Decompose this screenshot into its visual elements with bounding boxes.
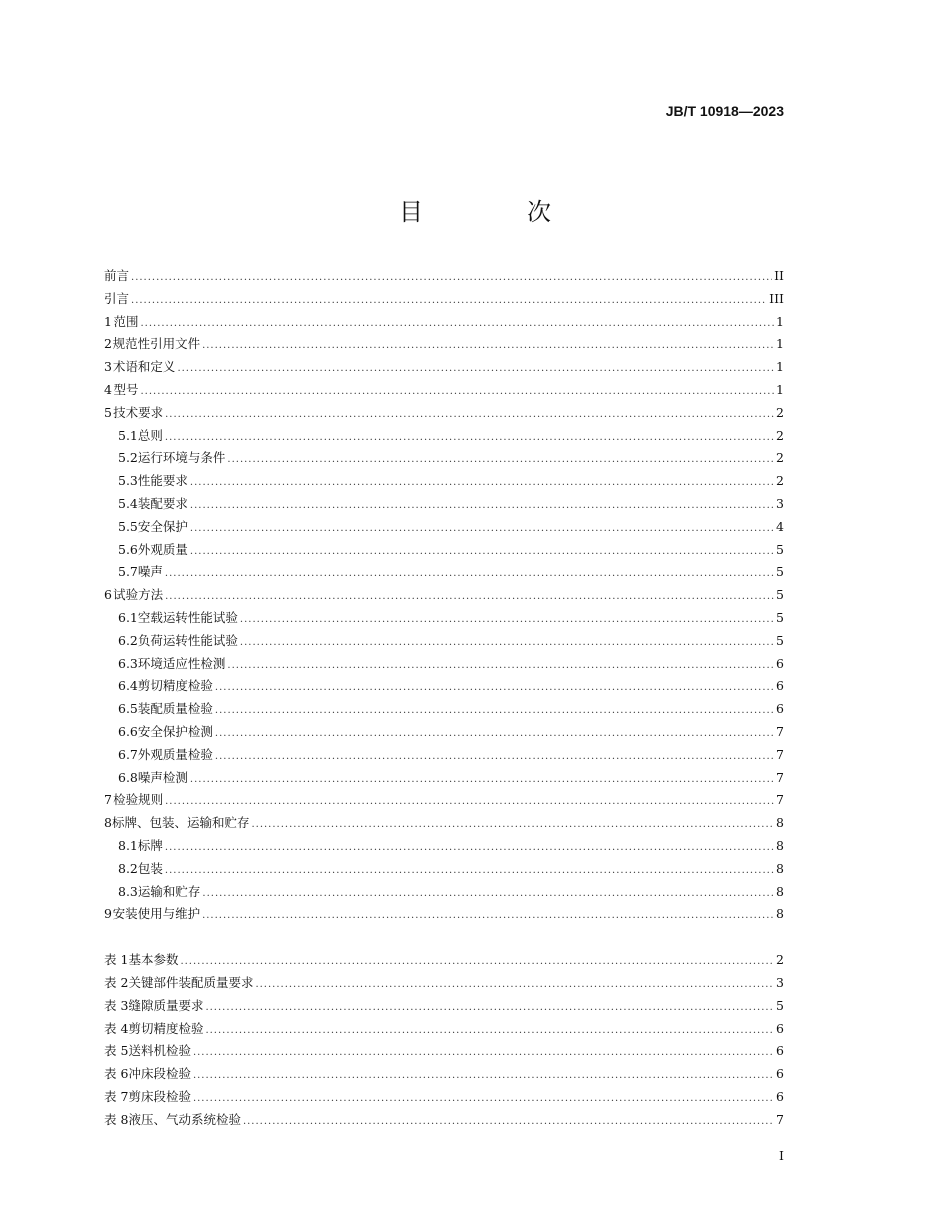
- toc-entry[interactable]: [104, 903, 784, 926]
- entry-page: 4: [776, 518, 784, 534]
- entry-page: 6: [776, 1020, 784, 1036]
- toc-entry[interactable]: [104, 402, 784, 425]
- entry-label: 规范性引用文件: [112, 336, 201, 352]
- entry-label: 运输和贮存: [137, 883, 201, 899]
- toc-entry[interactable]: [104, 881, 784, 904]
- entry-label: 范围: [113, 313, 139, 329]
- entry-page: 6: [776, 655, 784, 671]
- toc-gap: [104, 926, 784, 949]
- table-list-item[interactable]: [104, 1109, 784, 1132]
- entry-label: 标牌、包装、运输和贮存: [111, 815, 250, 831]
- entry-page: 8: [776, 906, 784, 922]
- entry-label: 安装使用与维护: [112, 906, 201, 922]
- dot-leader: [193, 1088, 774, 1111]
- entry-number: 6.7: [118, 746, 138, 762]
- entry-number: 1: [104, 313, 112, 329]
- entry-number: 表 2: [104, 974, 129, 990]
- entry-number: 6: [104, 587, 112, 603]
- toc-entry[interactable]: [104, 379, 784, 402]
- entry-label: 前言: [104, 268, 130, 283]
- dot-leader: [215, 700, 774, 723]
- dot-leader: [177, 358, 774, 381]
- entry-number: 5.4: [118, 495, 138, 511]
- entry-label: 试验方法: [113, 587, 164, 603]
- entry-page: 8: [776, 815, 784, 831]
- entry-number: 6.1: [118, 609, 138, 625]
- entry-label: 外观质量检验: [137, 746, 213, 762]
- dot-leader: [190, 472, 774, 495]
- dot-leader: [140, 381, 774, 404]
- toc-entry[interactable]: [104, 265, 784, 288]
- entry-label: 剪切精度检验: [128, 1020, 204, 1036]
- entry-number: 表 5: [104, 1043, 129, 1059]
- dot-leader: [180, 951, 774, 974]
- toc-entry[interactable]: [104, 539, 784, 562]
- entry-label: 缝隙质量要求: [128, 997, 204, 1013]
- entry-number: 6.4: [118, 678, 138, 694]
- entry-number: 表 3: [104, 997, 129, 1013]
- entry-number: 8.3: [118, 883, 138, 899]
- dot-leader: [165, 586, 774, 609]
- entry-page: 8: [776, 883, 784, 899]
- dot-leader: [193, 1042, 774, 1065]
- entry-page: II: [774, 268, 784, 283]
- dot-leader: [255, 974, 774, 997]
- toc-entry[interactable]: [104, 584, 784, 607]
- entry-label: 安全保护: [137, 518, 188, 534]
- dot-leader: [227, 449, 774, 472]
- entry-number: 表 7: [104, 1088, 129, 1104]
- entry-label: 术语和定义: [112, 359, 176, 375]
- toc-entry[interactable]: [104, 698, 784, 721]
- entry-page: 5: [776, 541, 784, 557]
- toc-entry[interactable]: [104, 607, 784, 630]
- dot-leader: [131, 290, 767, 313]
- entry-number: 5.1: [118, 427, 138, 443]
- entry-page: 7: [776, 792, 784, 808]
- entry-label: 负荷运转性能试验: [137, 632, 238, 648]
- entry-number: 5.5: [118, 518, 138, 534]
- toc-entry[interactable]: [104, 333, 784, 356]
- toc-entry[interactable]: [104, 812, 784, 835]
- entry-number: 5.3: [118, 473, 138, 489]
- entry-number: 8.2: [118, 860, 138, 876]
- entry-page: 5: [776, 632, 784, 648]
- entry-label: 装配要求: [137, 495, 188, 511]
- dot-leader: [190, 518, 774, 541]
- dot-leader: [227, 655, 774, 678]
- entry-number: 9: [104, 906, 112, 922]
- entry-number: 6.8: [118, 769, 138, 785]
- entry-page: 7: [776, 746, 784, 762]
- dot-leader: [202, 905, 774, 928]
- entry-number: 8.1: [118, 837, 138, 853]
- toc-entry[interactable]: [104, 835, 784, 858]
- dot-leader: [251, 814, 774, 837]
- entry-number: 表 4: [104, 1020, 129, 1036]
- entry-number: 6.5: [118, 701, 138, 717]
- entry-page: 1: [776, 336, 784, 352]
- entry-page: 7: [776, 723, 784, 739]
- dot-leader: [190, 495, 774, 518]
- entry-label: 基本参数: [128, 952, 179, 968]
- entry-label: 装配质量检验: [137, 701, 213, 717]
- toc-entry[interactable]: [104, 858, 784, 881]
- dot-leader: [205, 1020, 774, 1043]
- entry-number: 表 8: [104, 1111, 129, 1127]
- toc-entries: [104, 265, 784, 926]
- toc-entry[interactable]: [104, 447, 784, 470]
- entry-label: 剪床段检验: [128, 1088, 191, 1104]
- toc-entry[interactable]: [104, 356, 784, 379]
- entry-label: 环境适应性检测: [137, 655, 226, 671]
- table-list-item[interactable]: [104, 972, 784, 995]
- entry-label: 型号: [113, 381, 139, 397]
- entry-page: 6: [776, 678, 784, 694]
- entry-page: 5: [776, 609, 784, 625]
- toc-entry[interactable]: [104, 721, 784, 744]
- dot-leader: [131, 267, 772, 290]
- dot-leader: [165, 791, 774, 814]
- entry-number: 表 6: [104, 1066, 129, 1082]
- entry-number: 8: [104, 815, 112, 831]
- table-list-item[interactable]: [104, 1018, 784, 1041]
- entry-number: 4: [104, 381, 112, 397]
- entry-label: 空载运转性能试验: [137, 609, 238, 625]
- entry-page: 1: [776, 359, 784, 375]
- dot-leader: [202, 335, 774, 358]
- entry-page: 7: [776, 1111, 784, 1127]
- entry-number: 6.2: [118, 632, 138, 648]
- entry-label: 送料机检验: [128, 1043, 191, 1059]
- dot-leader: [205, 997, 774, 1020]
- entry-label: 包装: [137, 860, 163, 876]
- entry-label: 检验规则: [113, 792, 164, 808]
- entry-number: 6.3: [118, 655, 138, 671]
- entry-page: 2: [776, 404, 784, 420]
- entry-label: 关键部件装配质量要求: [128, 974, 254, 990]
- entry-label: 液压、气动系统检验: [128, 1111, 241, 1127]
- toc-entry[interactable]: [104, 561, 784, 584]
- entry-label: 总则: [137, 427, 163, 443]
- entry-page: 3: [776, 974, 784, 990]
- dot-leader: [215, 677, 774, 700]
- dot-leader: [165, 427, 774, 450]
- table-of-contents: [104, 265, 784, 1131]
- entry-page: 5: [776, 564, 784, 580]
- entry-label: 冲床段检验: [128, 1066, 191, 1082]
- dot-leader: [165, 837, 774, 860]
- entry-number: 5.7: [118, 564, 138, 580]
- dot-leader: [243, 1111, 774, 1134]
- entry-page: 1: [776, 381, 784, 397]
- table-list-item[interactable]: [104, 1063, 784, 1086]
- dot-leader: [190, 541, 774, 564]
- dot-leader: [215, 746, 774, 769]
- table-list-item[interactable]: [104, 995, 784, 1018]
- entry-label: 噪声检测: [137, 769, 188, 785]
- toc-entry[interactable]: [104, 767, 784, 790]
- entry-page: 2: [776, 473, 784, 489]
- entry-number: 2: [104, 336, 112, 352]
- toc-entry[interactable]: [104, 425, 784, 448]
- entry-label: 性能要求: [137, 473, 188, 489]
- toc-entry[interactable]: [104, 653, 784, 676]
- dot-leader: [190, 769, 774, 792]
- entry-page: 6: [776, 1088, 784, 1104]
- entry-label: 运行环境与条件: [137, 450, 226, 466]
- dot-leader: [193, 1065, 774, 1088]
- entry-page: 8: [776, 860, 784, 876]
- entry-label: 技术要求: [113, 404, 164, 420]
- toc-entry[interactable]: [104, 493, 784, 516]
- entry-page: 6: [776, 1066, 784, 1082]
- entry-page: 2: [776, 427, 784, 443]
- entry-label: 安全保护检测: [137, 723, 213, 739]
- entry-label: 外观质量: [137, 541, 188, 557]
- table-list: [104, 949, 784, 1131]
- entry-page: 2: [776, 952, 784, 968]
- toc-entry[interactable]: [104, 744, 784, 767]
- dot-leader: [165, 404, 774, 427]
- page-number: I: [779, 1148, 784, 1163]
- toc-entry[interactable]: [104, 516, 784, 539]
- entry-page: 6: [776, 701, 784, 717]
- dot-leader: [240, 609, 774, 632]
- toc-entry[interactable]: [104, 630, 784, 653]
- entry-number: 7: [104, 792, 112, 808]
- standard-code: JB/T 10918—2023: [665, 103, 784, 119]
- entry-label: 引言: [104, 290, 130, 306]
- entry-page: 7: [776, 769, 784, 785]
- entry-number: 3: [104, 359, 112, 375]
- entry-page: 1: [776, 313, 784, 329]
- toc-entry[interactable]: [104, 470, 784, 493]
- dot-leader: [202, 883, 774, 906]
- dot-leader: [165, 860, 774, 883]
- entry-page: 3: [776, 495, 784, 511]
- entry-label: 标牌: [137, 837, 163, 853]
- table-list-item[interactable]: [104, 1040, 784, 1063]
- entry-page: 5: [776, 997, 784, 1013]
- page-title: 目 次: [399, 198, 591, 226]
- table-list-item[interactable]: [104, 949, 784, 972]
- entry-page: 5: [776, 587, 784, 603]
- entry-number: 6.6: [118, 723, 138, 739]
- toc-entry[interactable]: [104, 311, 784, 334]
- toc-entry[interactable]: [104, 288, 784, 311]
- toc-entry[interactable]: [104, 789, 784, 812]
- dot-leader: [215, 723, 774, 746]
- dot-leader: [240, 632, 774, 655]
- dot-leader: [165, 563, 774, 586]
- entry-number: 5.2: [118, 450, 138, 466]
- entry-label: 剪切精度检验: [137, 678, 213, 694]
- entry-page: 2: [776, 450, 784, 466]
- entry-page: III: [769, 290, 784, 306]
- entry-number: 5.6: [118, 541, 138, 557]
- entry-page: 6: [776, 1043, 784, 1059]
- entry-number: 表 1: [104, 952, 129, 968]
- toc-entry[interactable]: [104, 675, 784, 698]
- table-list-item[interactable]: [104, 1086, 784, 1109]
- entry-page: 8: [776, 837, 784, 853]
- entry-number: 5: [104, 404, 112, 420]
- dot-leader: [140, 313, 774, 336]
- entry-label: 噪声: [137, 564, 163, 580]
